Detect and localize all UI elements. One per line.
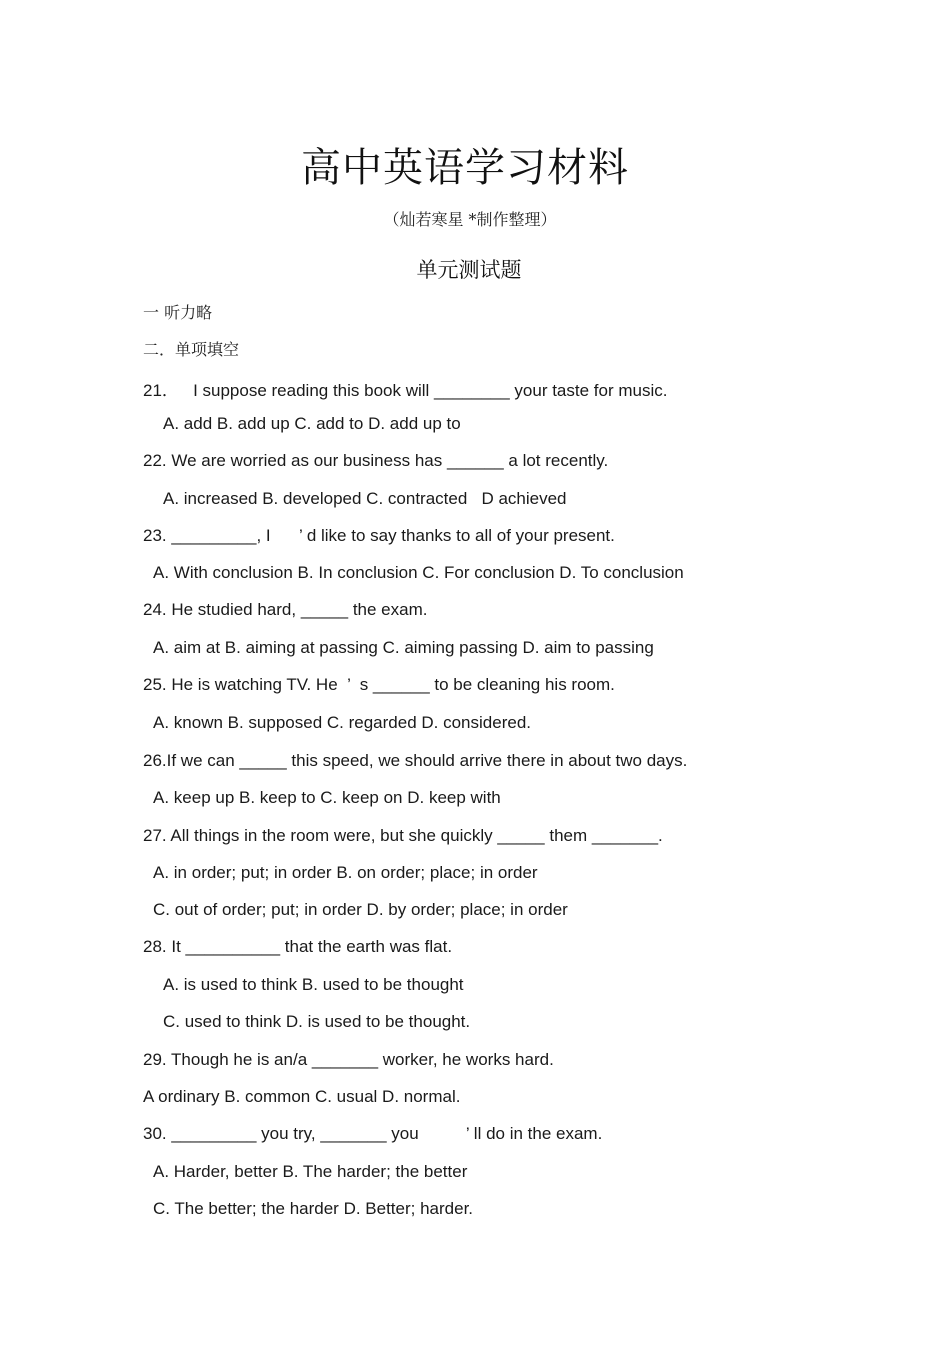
options-23: A. With conclusion B. In conclusion C. For conclusion D. To conclusion (153, 563, 684, 582)
options-28-line-1: A. is used to think B. used to be thought (163, 975, 464, 994)
page-title: 高中英语学习材料 (301, 145, 629, 191)
question-29: 29. Though he is an/a _______ worker, he works hard. (143, 1050, 554, 1069)
question-26: 26.If we can _____ this speed, we should arrive there in about two days. (143, 751, 688, 770)
question-28: 28. It __________ that the earth was flat. (143, 937, 453, 956)
question-21: 21． I suppose reading this book will ________ your taste for music. (143, 381, 668, 400)
options-29: A ordinary B. common C. usual D. normal. (143, 1087, 461, 1106)
options-27-line-1: A. in order; put; in order B. on order; place; in order (153, 863, 538, 882)
options-21: A. add B. add up C. add to D. add up to (163, 414, 461, 433)
options-27-line-2: C. out of order; put; in order D. by order; place; in order (153, 900, 568, 919)
question-25: 25. He is watching TV. He ’ s ______ to be cleaning his room. (143, 675, 615, 694)
question-23: 23. _________, I ’ d like to say thanks to all of your present. (143, 526, 615, 545)
question-24: 24. He studied hard, _____ the exam. (143, 600, 428, 619)
test-title: 单元测试题 (416, 258, 522, 282)
options-28-line-2: C. used to think D. is used to be thought. (163, 1012, 471, 1031)
options-30-line-1: A. Harder, better B. The harder; the better (153, 1162, 468, 1181)
question-27: 27. All things in the room were, but she quickly _____ them _______. (143, 826, 663, 845)
options-22: A. increased B. developed C. contracted D achieved (163, 489, 567, 508)
page-subtitle: （灿若寒星 *制作整理） (383, 210, 557, 229)
section-listening: 一 听力略 (143, 303, 213, 322)
question-22: 22. We are worried as our business has ______ a lot recently. (143, 451, 609, 470)
options-26: A. keep up B. keep to C. keep on D. keep with (153, 788, 501, 807)
section-single-choice: 二．单项填空 (143, 340, 240, 359)
options-30-line-2: C. The better; the harder D. Better; harder. (153, 1199, 474, 1218)
question-30: 30. _________ you try, _______ you ’ ll do in the exam. (143, 1124, 603, 1143)
options-24: A. aim at B. aiming at passing C. aiming passing D. aim to passing (153, 638, 654, 657)
options-25: A. known B. supposed C. regarded D. considered. (153, 713, 531, 732)
